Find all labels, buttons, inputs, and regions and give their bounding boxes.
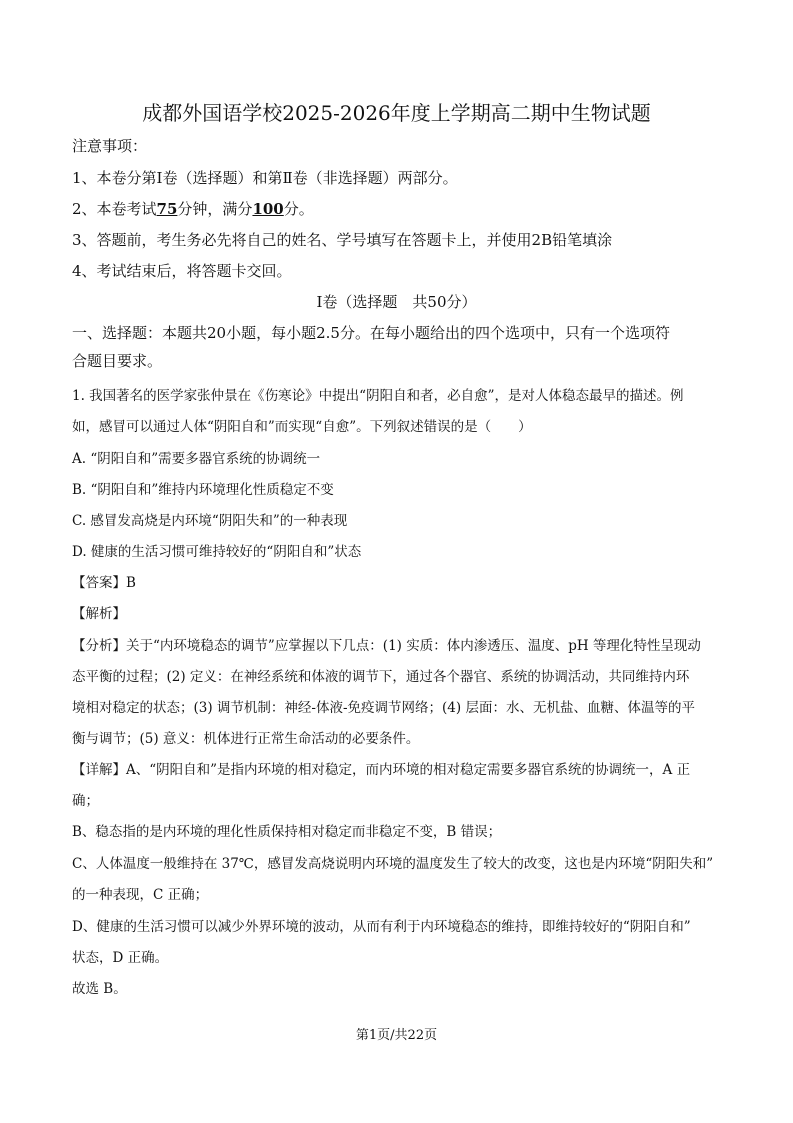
option-d: D. 健康的生活习惯可维持较好的“阴阳自和”状态 — [72, 544, 362, 560]
analysis-line-4: 衡与调节；(5) 意义：机体进行正常生命活动的必要条件。 — [72, 731, 420, 747]
question-stem-line-1: 1. 我国著名的医学家张仲景在《伤寒论》中提出“阴阳自和者，必自愈”，是对人体稳态最早的描述。例 — [72, 388, 684, 404]
option-a: A. “阴阳自和”需要多器官系统的协调统一 — [72, 451, 321, 467]
notice-item-2: 2、本卷考试75分钟，满分100分。 — [72, 200, 314, 218]
page-footer: 第1页/共22页 — [355, 1028, 438, 1043]
analysis-label: 【解析】 — [72, 606, 126, 622]
analysis-line-2: 态平衡的过程；(2) 定义：在神经系统和体液的调节下，通过各个器官、系统的协调活动，共同维持内环 — [72, 669, 690, 685]
notice-item-3: 3、答题前，考生务必先将自己的姓名、学号填写在答题卡上，并使用2B铅笔填涂 — [72, 231, 613, 249]
notice-item-4: 4、考试结束后，将答题卡交回。 — [72, 262, 292, 280]
detail-line-7: 状态，D 正确。 — [72, 950, 169, 966]
option-b: B. “阴阳自和”维持内环境理化性质稳定不变 — [72, 482, 334, 498]
answer: 【答案】B — [72, 575, 136, 591]
notice-item-1: 1、本卷分第Ⅰ卷（选择题）和第Ⅱ卷（非选择题）两部分。 — [72, 169, 458, 187]
option-c: C. 感冒发高烧是内环境“阴阳失和”的一种表现 — [72, 513, 348, 529]
detail-line-2: 确； — [72, 793, 99, 809]
notice-heading: 注意事项： — [72, 137, 148, 155]
detail-line-8: 故选 B。 — [72, 981, 127, 997]
full-score: 100 — [252, 200, 284, 218]
detail-line-3: B、稳态指的是内环境的理化性质保持相对稳定而非稳定不变，B 错误； — [72, 824, 502, 840]
section-title: Ⅰ卷（选择题 共50分） — [316, 293, 477, 311]
analysis-line-1: 【分析】关于“内环境稳态的调节”应掌握以下几点：(1) 实质：体内渗透压、温度、pH 等理化特性呈现动 — [72, 638, 701, 654]
question-stem-line-2: 如，感冒可以通过人体“阴阳自和”而实现“自愈”。下列叙述错误的是（ ） — [72, 419, 532, 435]
section-intro-line-1: 一、选择题：本题共20小题，每小题2.5分。在每小题给出的四个选项中，只有一个选项符 — [72, 324, 670, 342]
exam-title: 成都外国语学校2025-2026年度上学期高二期中生物试题 — [142, 101, 651, 125]
analysis-line-3: 境相对稳定的状态；(3) 调节机制：神经-体液-免疫调节网络；(4) 层面：水、无机盐、血糖、体温等的平 — [72, 700, 695, 716]
detail-line-5: 的一种表现，C 正确； — [72, 887, 209, 903]
exam-minutes: 75 — [156, 200, 178, 218]
detail-line-1: 【详解】A、“阴阳自和”是指内环境的相对稳定，而内环境的相对稳定需要多器官系统的协调统一，A 正 — [72, 762, 691, 778]
section-intro-line-2: 合题目要求。 — [72, 352, 163, 370]
detail-line-4: C、人体温度一般维持在 37℃，感冒发高烧说明内环境的温度发生了较大的改变，这也是内环境“阴阳失和” — [72, 856, 714, 872]
detail-line-6: D、健康的生活习惯可以减少外界环境的波动，从而有利于内环境稳态的维持，即维持较好的“阴阳自和” — [72, 919, 691, 935]
